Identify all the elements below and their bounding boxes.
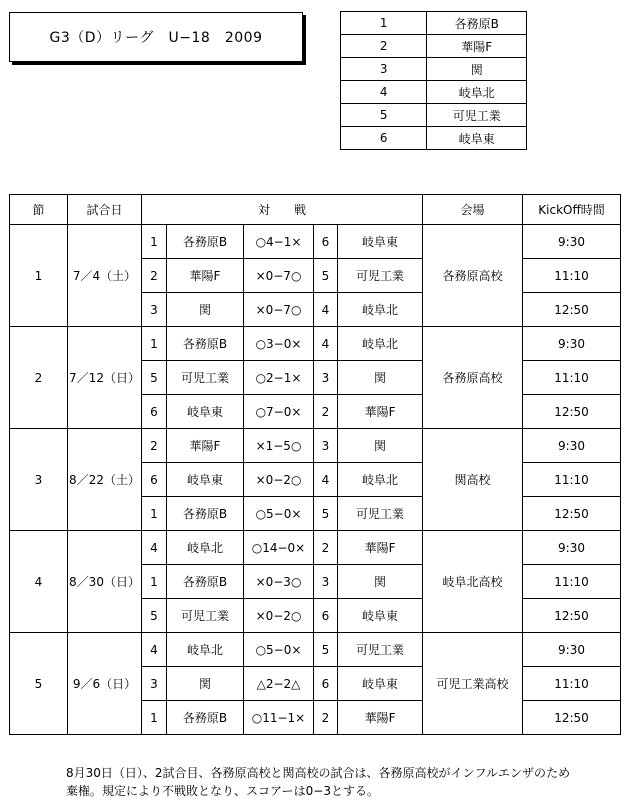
kickoff-time: 9:30: [523, 633, 621, 667]
team-row: [341, 12, 527, 35]
match-row: [10, 633, 621, 667]
header-kickoff: KickOff時間: [523, 195, 621, 225]
schedule-table: [9, 194, 621, 735]
kickoff-time: 12:50: [523, 599, 621, 633]
score: △2−2△: [244, 667, 314, 701]
score: ×0−2○: [244, 463, 314, 497]
away-team: 関: [338, 361, 423, 395]
page-title: G3（D）リーグ U−18 2009: [9, 12, 303, 62]
kickoff-time: 9:30: [523, 531, 621, 565]
score: ○11−1×: [244, 701, 314, 735]
team-number: 6: [341, 127, 427, 150]
match-row: [10, 225, 621, 259]
kickoff-time: 9:30: [523, 429, 621, 463]
home-number: 2: [142, 429, 167, 463]
kickoff-time: 11:10: [523, 259, 621, 293]
home-team: 各務原B: [167, 225, 244, 259]
away-number: 2: [314, 701, 338, 735]
home-team: 華陽F: [167, 429, 244, 463]
round-number: 5: [10, 633, 68, 735]
away-team: 華陽F: [338, 395, 423, 429]
score: ○5−0×: [244, 497, 314, 531]
footnote-line-2: 棄権。規定により不戦敗となり、スコアーは0−3とする。: [66, 784, 379, 798]
away-team: 可児工業: [338, 259, 423, 293]
match-date: 8／22（土）: [68, 429, 142, 531]
kickoff-time: 12:50: [523, 293, 621, 327]
match-date: 8／30（日）: [68, 531, 142, 633]
score: ○2−1×: [244, 361, 314, 395]
team-name: 岐阜東: [427, 127, 527, 150]
away-number: 4: [314, 463, 338, 497]
footnote-line-1: 8月30日（日）、2試合目、各務原高校と関高校の試合は、各務原高校がインフルエンザのため: [66, 766, 571, 780]
away-number: 4: [314, 327, 338, 361]
score: ○7−0×: [244, 395, 314, 429]
venue: 関高校: [423, 429, 523, 531]
away-team: 可児工業: [338, 497, 423, 531]
match-row: [10, 429, 621, 463]
away-team: 岐阜北: [338, 327, 423, 361]
away-team: 華陽F: [338, 531, 423, 565]
away-number: 2: [314, 531, 338, 565]
match-row: [10, 531, 621, 565]
home-team: 各務原B: [167, 327, 244, 361]
home-number: 1: [142, 701, 167, 735]
away-team: 岐阜東: [338, 599, 423, 633]
header-venue: 会場: [423, 195, 523, 225]
away-team: 岐阜東: [338, 667, 423, 701]
away-team: 岐阜東: [338, 225, 423, 259]
home-team: 岐阜北: [167, 633, 244, 667]
score: ×1−5○: [244, 429, 314, 463]
home-team: 各務原B: [167, 565, 244, 599]
home-number: 5: [142, 361, 167, 395]
header-date: 試合日: [68, 195, 142, 225]
home-number: 2: [142, 259, 167, 293]
team-list: [340, 11, 527, 150]
round-number: 4: [10, 531, 68, 633]
kickoff-time: 9:30: [523, 327, 621, 361]
footnote: [66, 764, 616, 800]
score: ×0−7○: [244, 259, 314, 293]
home-team: 岐阜東: [167, 463, 244, 497]
kickoff-time: 12:50: [523, 701, 621, 735]
away-team: 岐阜北: [338, 293, 423, 327]
home-number: 1: [142, 565, 167, 599]
home-number: 3: [142, 293, 167, 327]
home-team: 各務原B: [167, 497, 244, 531]
kickoff-time: 12:50: [523, 497, 621, 531]
score: ×0−3○: [244, 565, 314, 599]
team-name: 関: [427, 58, 527, 81]
home-team: 可児工業: [167, 599, 244, 633]
venue: 岐阜北高校: [423, 531, 523, 633]
match-date: 7／12（日）: [68, 327, 142, 429]
score: ○4−1×: [244, 225, 314, 259]
home-number: 6: [142, 463, 167, 497]
kickoff-time: 11:10: [523, 667, 621, 701]
home-number: 1: [142, 225, 167, 259]
team-row: [341, 81, 527, 104]
kickoff-time: 11:10: [523, 463, 621, 497]
home-number: 4: [142, 531, 167, 565]
away-team: 可児工業: [338, 633, 423, 667]
team-number: 4: [341, 81, 427, 104]
team-name: 華陽F: [427, 35, 527, 58]
away-number: 5: [314, 497, 338, 531]
header-match: 対 戦: [142, 195, 423, 225]
team-number: 1: [341, 12, 427, 35]
team-row: [341, 127, 527, 150]
away-number: 5: [314, 259, 338, 293]
kickoff-time: 11:10: [523, 361, 621, 395]
header-setsu: 節: [10, 195, 68, 225]
match-date: 7／4（土）: [68, 225, 142, 327]
away-number: 3: [314, 361, 338, 395]
venue: 各務原高校: [423, 327, 523, 429]
away-number: 2: [314, 395, 338, 429]
match-row: [10, 327, 621, 361]
team-name: 岐阜北: [427, 81, 527, 104]
home-number: 1: [142, 497, 167, 531]
away-number: 4: [314, 293, 338, 327]
score: ×0−2○: [244, 599, 314, 633]
home-team: 可児工業: [167, 361, 244, 395]
team-row: [341, 104, 527, 127]
round-number: 1: [10, 225, 68, 327]
home-number: 6: [142, 395, 167, 429]
home-number: 1: [142, 327, 167, 361]
away-number: 6: [314, 667, 338, 701]
home-number: 4: [142, 633, 167, 667]
score: ×0−7○: [244, 293, 314, 327]
team-row: [341, 58, 527, 81]
match-date: 9／6（日）: [68, 633, 142, 735]
home-team: 関: [167, 667, 244, 701]
kickoff-time: 9:30: [523, 225, 621, 259]
home-team: 各務原B: [167, 701, 244, 735]
home-number: 5: [142, 599, 167, 633]
round-number: 2: [10, 327, 68, 429]
kickoff-time: 11:10: [523, 565, 621, 599]
away-team: 関: [338, 565, 423, 599]
team-number: 5: [341, 104, 427, 127]
header-row: [10, 195, 621, 225]
home-number: 3: [142, 667, 167, 701]
home-team: 華陽F: [167, 259, 244, 293]
away-number: 6: [314, 225, 338, 259]
away-team: 華陽F: [338, 701, 423, 735]
team-name: 可児工業: [427, 104, 527, 127]
score: ○5−0×: [244, 633, 314, 667]
team-number: 2: [341, 35, 427, 58]
score: ○14−0×: [244, 531, 314, 565]
score: ○3−0×: [244, 327, 314, 361]
away-team: 関: [338, 429, 423, 463]
venue: 可児工業高校: [423, 633, 523, 735]
team-name: 各務原B: [427, 12, 527, 35]
away-number: 3: [314, 429, 338, 463]
away-number: 5: [314, 633, 338, 667]
venue: 各務原高校: [423, 225, 523, 327]
team-number: 3: [341, 58, 427, 81]
home-team: 岐阜北: [167, 531, 244, 565]
home-team: 岐阜東: [167, 395, 244, 429]
team-row: [341, 35, 527, 58]
home-team: 関: [167, 293, 244, 327]
away-team: 岐阜北: [338, 463, 423, 497]
round-number: 3: [10, 429, 68, 531]
away-number: 3: [314, 565, 338, 599]
away-number: 6: [314, 599, 338, 633]
kickoff-time: 12:50: [523, 395, 621, 429]
